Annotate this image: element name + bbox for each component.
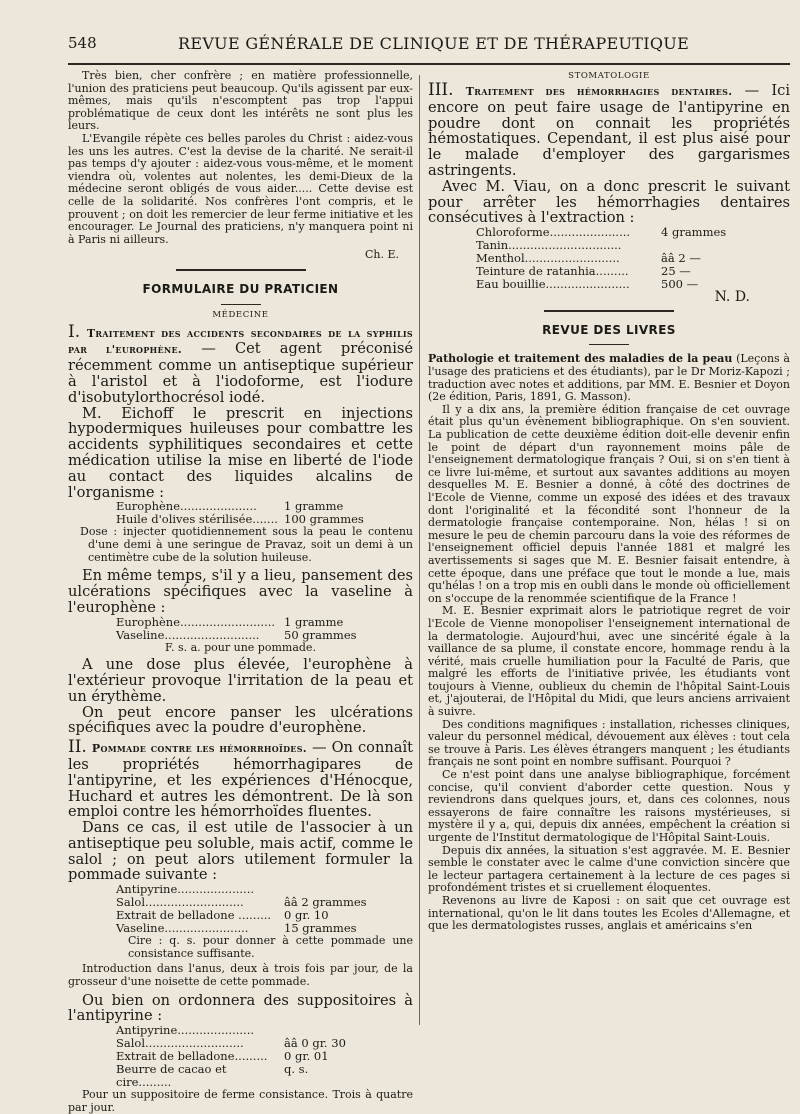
left-column — [68, 70, 413, 1114]
review-paragraph: M. E. Besnier exprimait alors le patriotique regret de voir l'Ecole de Vienne monopoliser l'enseignement international de la dermatologie. Aujourd'hui, avec une sincérité égale à la vaillance de sa plume, il constate encore, hommage rendu à la vérité, mais cruelle humiliation pour la Faculté de Paris, que malgré les efforts de l'initiative privée, les étudiants vont toujours à Vienne, oublieux du chemin de l'hôpital Saint-Louis et, j'ajouterai, de l'Hôpital du Midi, que leurs anciens arrivaient à suivre. — [428, 604, 790, 719]
page-number: 548 — [68, 34, 97, 52]
recipe-line: Antipyrine..................... — [116, 882, 255, 897]
stomatologie-subhead: STOMATOLOGIE — [568, 71, 650, 81]
header-rule — [68, 63, 790, 65]
fsa-note: F. s. a. pour une pommade. — [165, 640, 316, 654]
paragraph: A une dose plus élevée, l'europhène à l'extérieur provoque l'irritation de la peau et un érythème. — [68, 656, 413, 705]
paragraph: On peut encore panser les ulcérations spécifiques avec la poudre d'europhène. — [68, 703, 413, 737]
review-paragraph: Revenons au livre de Kaposi : on sait que cet ouvrage est international, qu'on le lit dans toutes les Ecoles d'Allemagne, et que les dermatologistes russes, anglais et américains s'en — [428, 893, 790, 933]
section-text: — Ici encore on peut faire usage de l'antipyrine en poudre dont on connait les propriétés hémostatiques. Cependant, il est plus aisé pour le malade d'employer des gargarismes astringents. — [428, 82, 790, 180]
recipe-line: Tanin............................... — [476, 238, 622, 253]
paragraph: Pour un suppositoire de ferme consistance. Trois à quatre par jour. — [68, 1088, 413, 1114]
section-3 — [428, 80, 790, 180]
book-ref: (Leçons à l'usage des praticiens et des étudiants), par le Dr Moriz-Kapozi ; traduction avec notes et additions, par MM. E. Besnier et Doyon (2e édition, Paris, 1891, G. Masson). — [428, 352, 790, 404]
paragraph: Ou bien on ordonnera des suppositoires à l'antipyrine : — [68, 991, 413, 1025]
recipe-line: Menthol.......................... ââ 2 — — [476, 251, 701, 266]
recipe-line: Beurre de cacao et cire......... q. s. — [116, 1062, 309, 1090]
recipe — [116, 500, 413, 526]
section-1 — [68, 321, 414, 406]
formulaire-title: FORMULAIRE DU PRATICIEN — [142, 282, 339, 297]
recipe-line: Europhène..................... 1 gramme — [116, 499, 344, 514]
recipe — [476, 226, 790, 291]
recipe-line: Teinture de ratanhia......... 25 — — [476, 264, 691, 279]
review-paragraph: Des conditions magnifiques : installation, richesses cliniques, valeur du personnel médical, dévouement aux élèves : tout cela se trouve à Paris. Les élèves étrangers manquent ; les étudiants français ne sont point en nombre suffisant. Pourquoi ? — [428, 717, 790, 769]
book-title: Pathologie et traitement des maladies de la peau — [428, 352, 733, 366]
review-paragraph: Il y a dix ans, la première édition française de cet ouvrage était plus qu'un évènement bibliographique. On s'en souvient. La publication de cette deuxième édition doit-elle devenir enfin le point de départ d'un rayonnement moins pâle de l'enseignement dermatologique français ? Oui, si on s'en tient à ce livre lui-même, et surtout aux savantes additions au moyen desquelles M. E. Besnier a donné, à côté des doctrines de l'Ecole de Vienne, comme un exposé des idées et des travaux dont l'originalité et la fécondité sont l'honneur de la dermatologie française contemporaine. Non, hélas ! si on mesure le peu de chemin parcouru dans la voie des réformes de l'enseignement officiel depuis l'année 1881 et malgré les avertissements si sages que M. E. Besnier faisait entendre, à cette époque, dans une préface que tout le monde a lue, mais qu'hélas ! on a trop mis en oubli dans le monde où officiellement on s'occupe de la renommée scientifique de la France ! — [428, 402, 790, 605]
recipe-line: Huile d'olives stérilisée....... 100 grammes — [116, 512, 364, 527]
page-header — [68, 34, 790, 58]
recipe-line: Europhène.......................... 1 gramme — [116, 614, 344, 629]
section-text: — Cet agent préconisé récemment comme un antiseptique supérieur à l'aristol et à l'iodoforme, est l'iodure d'isobutylorthocrésol iodé. — [68, 340, 414, 406]
right-column — [428, 70, 790, 933]
recipe-line: Antipyrine..................... — [116, 1023, 255, 1038]
paragraph: Avec M. Viau, on a donc prescrit le suivant pour arrêter les hémorrhagies dentaires consécutives à l'extraction : — [428, 177, 790, 227]
recipe-line: Salol........................... ââ 2 grammes — [116, 895, 367, 910]
section-title: Pommade contre les hémorrhoïdes. — [91, 742, 307, 756]
recipe — [116, 883, 413, 935]
review-paragraph: Ce n'est point dans une analyse bibliographique, forcément concise, qu'il convient d'aborder cette question. Nous y reviendrons dans quelques jours, et, dans ces colonnes, nous essayerons de faire connaître les raisons mystérieuses, si mystère il y a, qui, depuis dix années, empêchent la création si urgente de l'Institut dermatologique de l'Hôpital Saint-Louis. — [428, 768, 790, 845]
paragraph: Introduction dans l'anus, deux à trois fois par jour, de la grosseur d'une noisette de cette pommade. — [68, 962, 413, 989]
recipe-line: Salol........................... ââ 0 gr. 30 — [116, 1036, 346, 1051]
section-title: Traitement des hémorrhagies dentaires. — [465, 85, 733, 99]
section-text: — On connaît les propriétés hémorrhagipares de l'antipyrine, et les expériences d'Hénocque, Huchard et autres les démontrent. De là son emploi contre les hémorrhoïdes fluentes. — [68, 739, 413, 821]
medecine-subhead: MÉDECINE — [212, 309, 269, 320]
running-title: REVUE GÉNÉRALE DE CLINIQUE ET DE THÉRAPEUTIQUE — [178, 34, 690, 53]
cire-note: Cire : q. s. pour donner à cette pommade une consistance suffisante. — [128, 934, 413, 960]
paragraph: Dans ce cas, il est utile de l'associer à un antiseptique peu soluble, mais actif, comme le salol ; on peut alors utilement formuler la pommade suivante : — [68, 819, 413, 884]
recipe-line: Vaseline....................... 15 grammes — [116, 921, 357, 936]
paragraph: M. Eichoff le prescrit en injections hypodermiques huileuses pour combattre les accidents syphilitiques secondaires et cette médication utilise la mise en liberté de l'iode au contact des liquides alcalins de l'organisme : — [68, 404, 413, 501]
book-reference — [428, 353, 790, 403]
recipe-line: Chloroforme...................... 4 grammes — [476, 225, 727, 240]
revue-title: REVUE DES LIVRES — [542, 323, 676, 338]
section-2 — [68, 737, 413, 821]
intro-paragraph: L'Evangile répète ces belles paroles du Christ : aidez-vous les uns les autres. C'est la devise de la charité. Ne serait-il pas temps d'y ajouter : aidez-vous vous-même, et le moment viendra où, volentes aut nolentes, les demi-Dieux de la médecine seront obligés de vous aider..... Cette devise est celle de la solidarité. Nos confrères l'ont compris, et le prouvent ; on doit les remercier de leur ferme initiative et les encourager. Le Journal des praticiens, n'y manquera point ni à Paris ni ailleurs. — [68, 131, 413, 246]
column-divider — [419, 75, 420, 1025]
section-number: II. — [68, 737, 87, 758]
section-number: III. — [428, 80, 454, 101]
recipe-line: Extrait de belladone......... 0 gr. 01 — [116, 1049, 329, 1064]
section-number: I. — [68, 321, 81, 342]
recipe — [116, 616, 413, 642]
intro-paragraph: Très bien, cher confrère ; en matière professionnelle, l'union des praticiens peut beaucoup. Qu'ils agissent par eux-mêmes, mais qu'ils n'escomptent pas trop l'appui problématique de ceux dont les intérêts ne sont plus les leurs. — [68, 69, 413, 133]
recipe-line: Eau bouillie....................... 500 — — [476, 277, 699, 292]
dose-note: Dose : injecter quotidiennement sous la peau le contenu d'une demi à une seringue de Pravaz, soit un demi à un centimètre cube de la solution huileuse. — [80, 525, 413, 564]
signature: Ch. E. — [364, 248, 399, 262]
review-paragraph: Depuis dix années, la situation s'est aggravée. M. E. Besnier semble le constater avec le calme d'une conviction sincère que le lecteur partagera certainement à la lecture de ces pages si profondément tristes et si cruellement éloquentes. — [428, 843, 790, 895]
recipe-line: Extrait de belladone ......... 0 gr. 10 — [116, 908, 329, 923]
recipe — [116, 1024, 413, 1089]
recipe-line: Vaseline.......................... 50 grammes — [116, 627, 357, 642]
paragraph: En même temps, s'il y a lieu, pansement des ulcérations spécifiques avec la vaseline à l'europhène : — [68, 567, 413, 616]
signature: N. D. — [714, 289, 750, 306]
section-title: Traitement des accidents secondaires de la syphilis par l'europhène. — [68, 326, 414, 357]
